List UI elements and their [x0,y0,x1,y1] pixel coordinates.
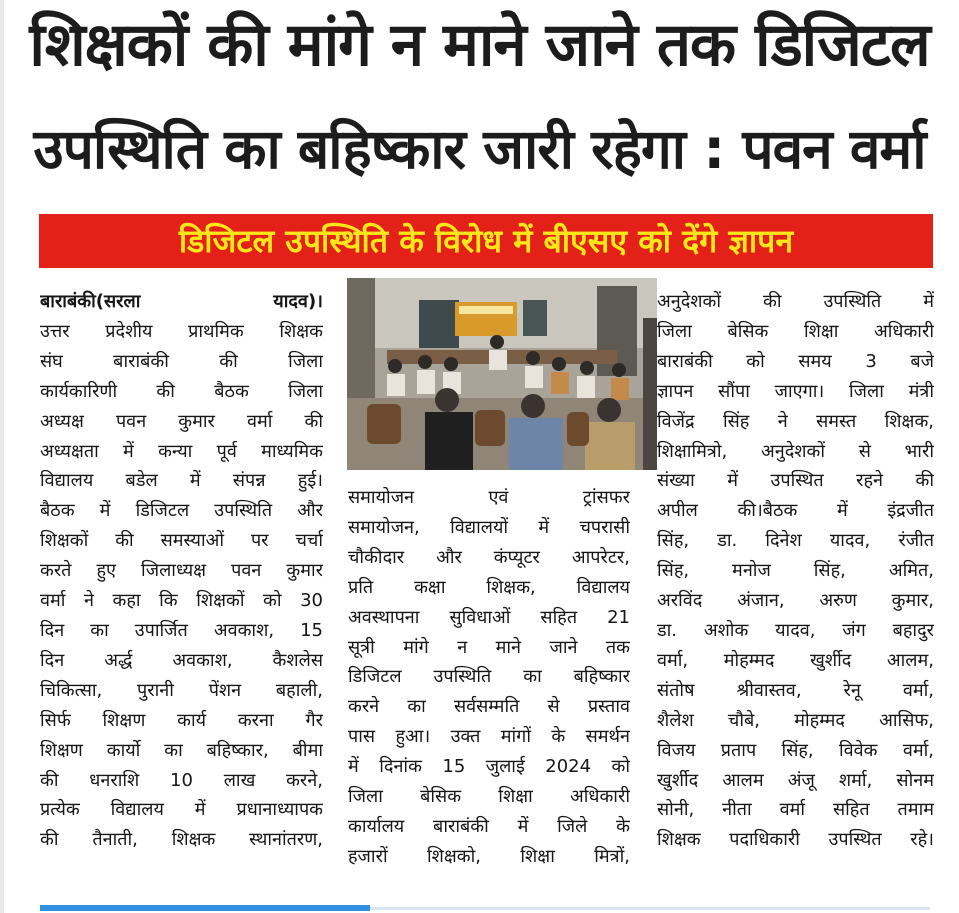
column3-line: शिक्षक पदाधिकारी उपस्थित रहे। [657,829,934,851]
column2-line: प्रति कक्षा शिक्षक, विद्यालय [348,576,630,598]
column3-line: अपील की।बैठक में इंद्रजीत [657,500,934,522]
column2-line: अवस्थापना सुविधाओं सहित 21 [348,606,630,628]
article-column-1 [40,287,323,855]
column3-line: जिला बेसिक शिक्षा अधिकारी [657,320,934,342]
column3-line: अनुदेशकों की उपस्थिति में [657,291,934,312]
article-column-3 [657,287,934,855]
subheadline-banner [39,214,933,268]
bottom-rule-light [370,907,930,910]
column3-line: विजय प्रताप सिंह, विवेक वर्मा, [657,739,934,761]
column3-line: शैलेश चौबे, मोहम्मद आसिफ, [657,709,934,731]
column1-line: वर्मा ने कहा कि शिक्षकों को 30 [40,590,323,612]
column3-line: सोनी, नीता वर्मा सहित तमाम [657,799,934,821]
column2-line: हजारों शिक्षको, शिक्षा मित्रों, [348,845,630,867]
column1-line: सिर्फ शिक्षण कार्य करना गैर [40,709,323,731]
column3-line: शिक्षामित्रो, अनुदेशकों से भारी [657,440,934,462]
column2-line: पास हुआ। उक्त मांगों के समर्थन [348,726,630,748]
headline-line-1 [0,2,959,88]
column1-line: विद्यालय बडेल में संपन्न हुई। [40,470,323,492]
column3-line: संतोष श्रीवास्तव, रेनू वर्मा, [657,679,934,701]
column1-line: प्रत्येक विद्यालय में प्रधानाध्यापक [40,799,323,821]
h1-text: शिक्षकों की मांगे न माने जाने तक डिजिटल [29,10,930,80]
column1-line: कार्यकारिणी की बैठक जिला [40,380,323,402]
column1-line: बैठक में डिजिटल उपस्थिति और [40,500,323,522]
meeting-photo [347,278,657,470]
column1-line: उत्तर प्रदेशीय प्राथमिक शिक्षक [40,320,323,342]
column1-line: की तैनाती, शिक्षक स्थानांतरण, [40,829,323,851]
article-column-2 [348,483,630,872]
headline-line-2 [0,106,959,192]
column3-line: बाराबंकी को समय 3 बजे [657,350,934,372]
column2-line: समायोजन, विद्यालयों में चपरासी [348,516,630,538]
column1-line: अध्यक्ष पवन कुमार वर्मा की [40,410,323,432]
column3-line: ज्ञापन सौंपा जाएगा। जिला मंत्री [657,380,934,402]
column3-line: सिंह, डा. दिनेश यादव, रंजीत [657,530,934,552]
column2-line: समायोजन एवं ट्रांसफर [348,487,630,508]
column2-line: चौकीदार और कंप्यूटर आपरेटर, [348,546,630,568]
column3-line: वर्मा, मोहम्मद खुर्शीद आलम, [657,649,934,671]
column2-line: जिला बेसिक शिक्षा अधिकारी [348,786,630,808]
column1-line: दिन का उपार्जित अवकाश, 15 [40,619,323,641]
column1-line: दिन अर्द्ध अवकाश, कैशलेस [40,649,323,671]
column3-line: खुर्शीद आलम अंजू शर्मा, सोनम [657,769,934,791]
column3-line: सिंह, मनोज सिंह, अमित, [657,560,934,582]
bottom-rule [40,905,370,911]
column2-line: में दिनांक 15 जुलाई 2024 को [348,756,630,778]
column1-line: शिक्षकों की समस्याओं पर चर्चा [40,530,323,552]
column1-line: संघ बाराबंकी की जिला [40,350,323,372]
column1-line: चिकित्सा, पुरानी पेंशन बहाली, [40,679,323,701]
h2-text: उपस्थिति का बहिष्कार जारी रहेगा : पवन वर्मा [33,117,926,181]
column2-line: करने का सर्वसम्मति से प्रस्ताव [348,696,630,718]
column3-line: डा. अशोक यादव, जंग बहादुर [657,619,934,641]
column3-line: विजेंद्र सिंह ने समस्त शिक्षक, [657,410,934,432]
column3-line: संख्या में उपस्थित रहने की [657,470,934,492]
column2-line: सूत्री मांगे न माने जाने तक [348,636,630,658]
column1-line: करते हुए जिलाध्यक्ष पवन कुमार [40,560,323,582]
column2-line: कार्यालय बाराबंकी में जिले के [348,815,630,837]
column3-line: अरविंद अंजान, अरुण कुमार, [657,590,934,612]
column1-line: की धनराशि 10 लाख करने, [40,769,323,791]
column1-line: शिक्षण कार्यो का बहिष्कार, बीमा [40,739,323,761]
column2-line: डिजिटल उपस्थिति का बहिष्कार [348,666,630,688]
subheadline-text: डिजिटल उपस्थिति के विरोध में बीएसए को देंगे ज्ञापन [178,222,794,260]
column1-line: अध्यक्षता में कन्या पूर्व माध्यमिक [40,440,323,462]
meeting-photo-illustration [347,278,657,470]
column1-line: बाराबंकी(सरला यादव)। [40,291,323,312]
